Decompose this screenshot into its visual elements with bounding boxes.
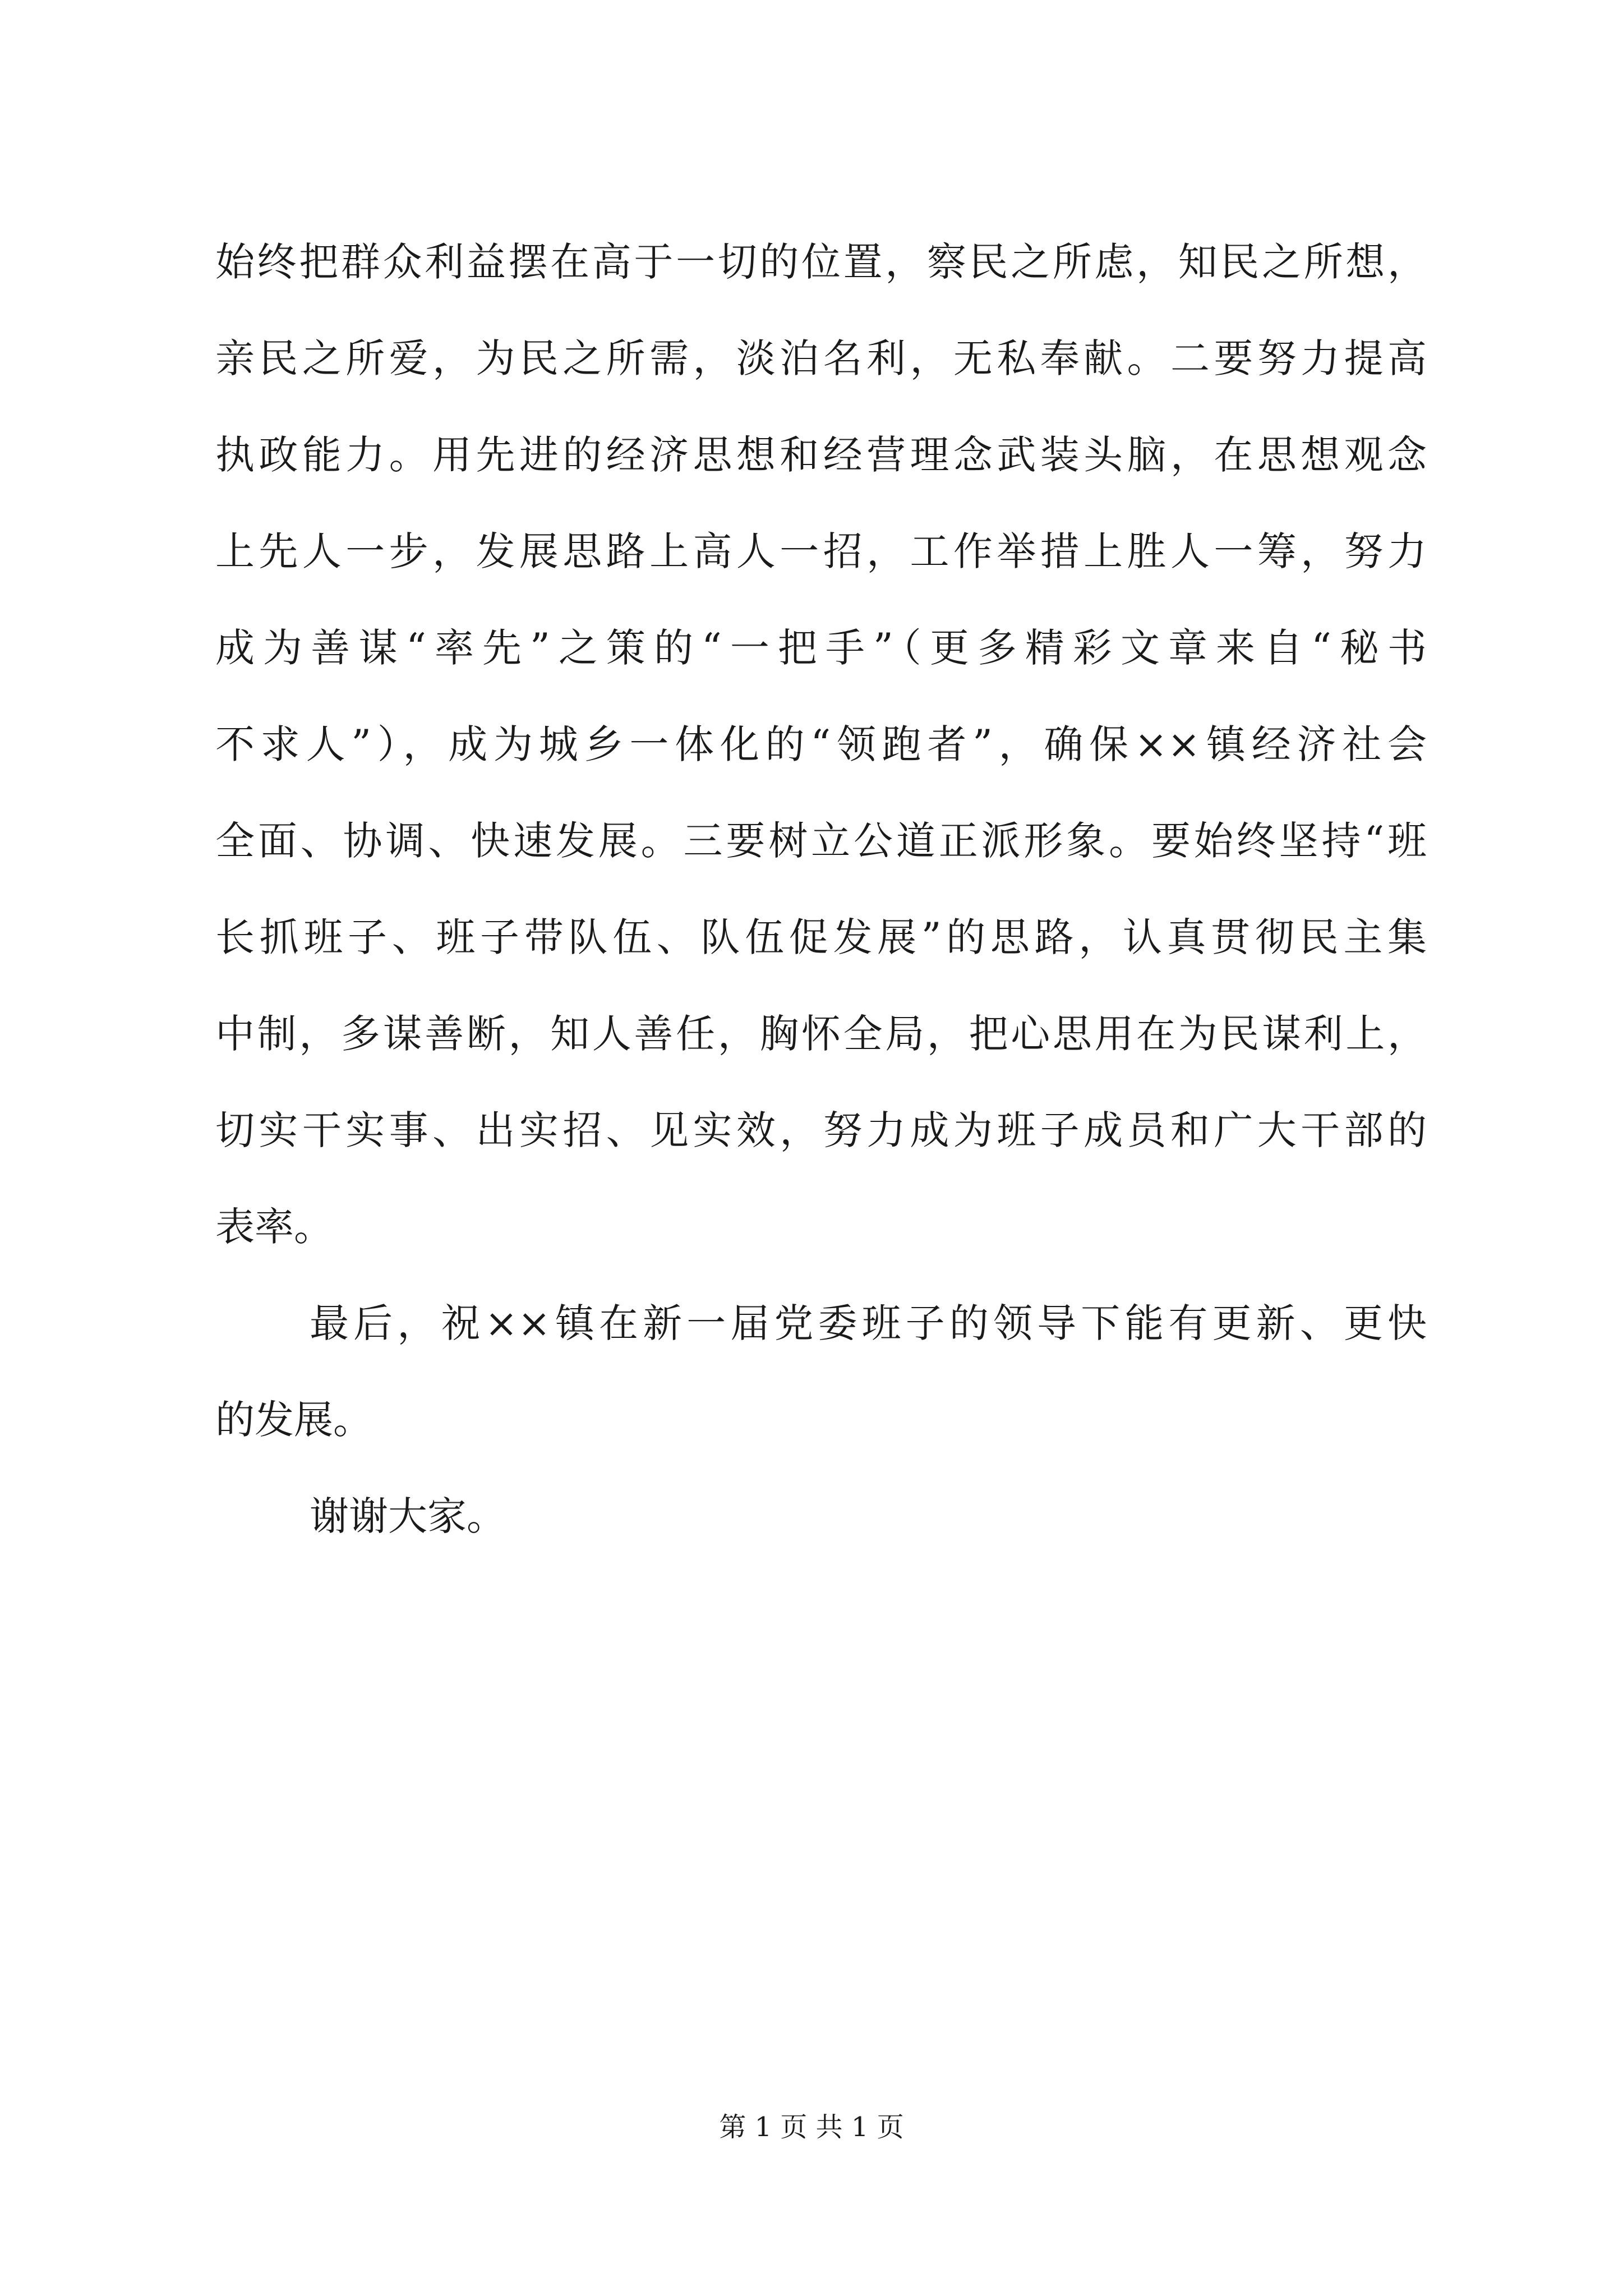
closing-paragraph-line: 的发展。 — [215, 1397, 372, 1443]
text-line: 全面、协调、快速发展。三要树立公道正派形象。要始终坚持“班 — [215, 818, 1427, 864]
text-line: 成为善谋“率先”之策的“一把手”（更多精彩文章来自“秘书 — [215, 625, 1427, 671]
text-line: 切实干实事、出实招、见实效，努力成为班子成员和广大干部的 — [215, 1107, 1427, 1153]
text-line: 亲民之所爱，为民之所需，淡泊名利，无私奉献。二要努力提高 — [215, 335, 1427, 381]
text-line: 不求人”），成为城乡一体化的“领跑者”，确保××镇经济社会 — [215, 721, 1427, 767]
text-line: 执政能力。用先进的经济思想和经营理念武装头脑，在思想观念 — [215, 432, 1427, 478]
page-footer: 第 1 页 共 1 页 — [719, 2111, 904, 2143]
thanks-line: 谢谢大家。 — [310, 1493, 506, 1539]
text-line: 表率。 — [215, 1204, 333, 1250]
text-line: 中制，多谋善断，知人善任，胸怀全局，把心思用在为民谋利上， — [215, 1011, 1427, 1057]
text-line: 上先人一步，发展思路上高人一招，工作举措上胜人一筹，努力 — [215, 528, 1427, 574]
closing-paragraph-line: 最后，祝××镇在新一届党委班子的领导下能有更新、更快 — [310, 1300, 1427, 1346]
text-line: 始终把群众利益摆在高于一切的位置，察民之所虑，知民之所想， — [215, 239, 1427, 285]
text-line: 长抓班子、班子带队伍、队伍促发展”的思路，认真贯彻民主集 — [215, 914, 1427, 960]
